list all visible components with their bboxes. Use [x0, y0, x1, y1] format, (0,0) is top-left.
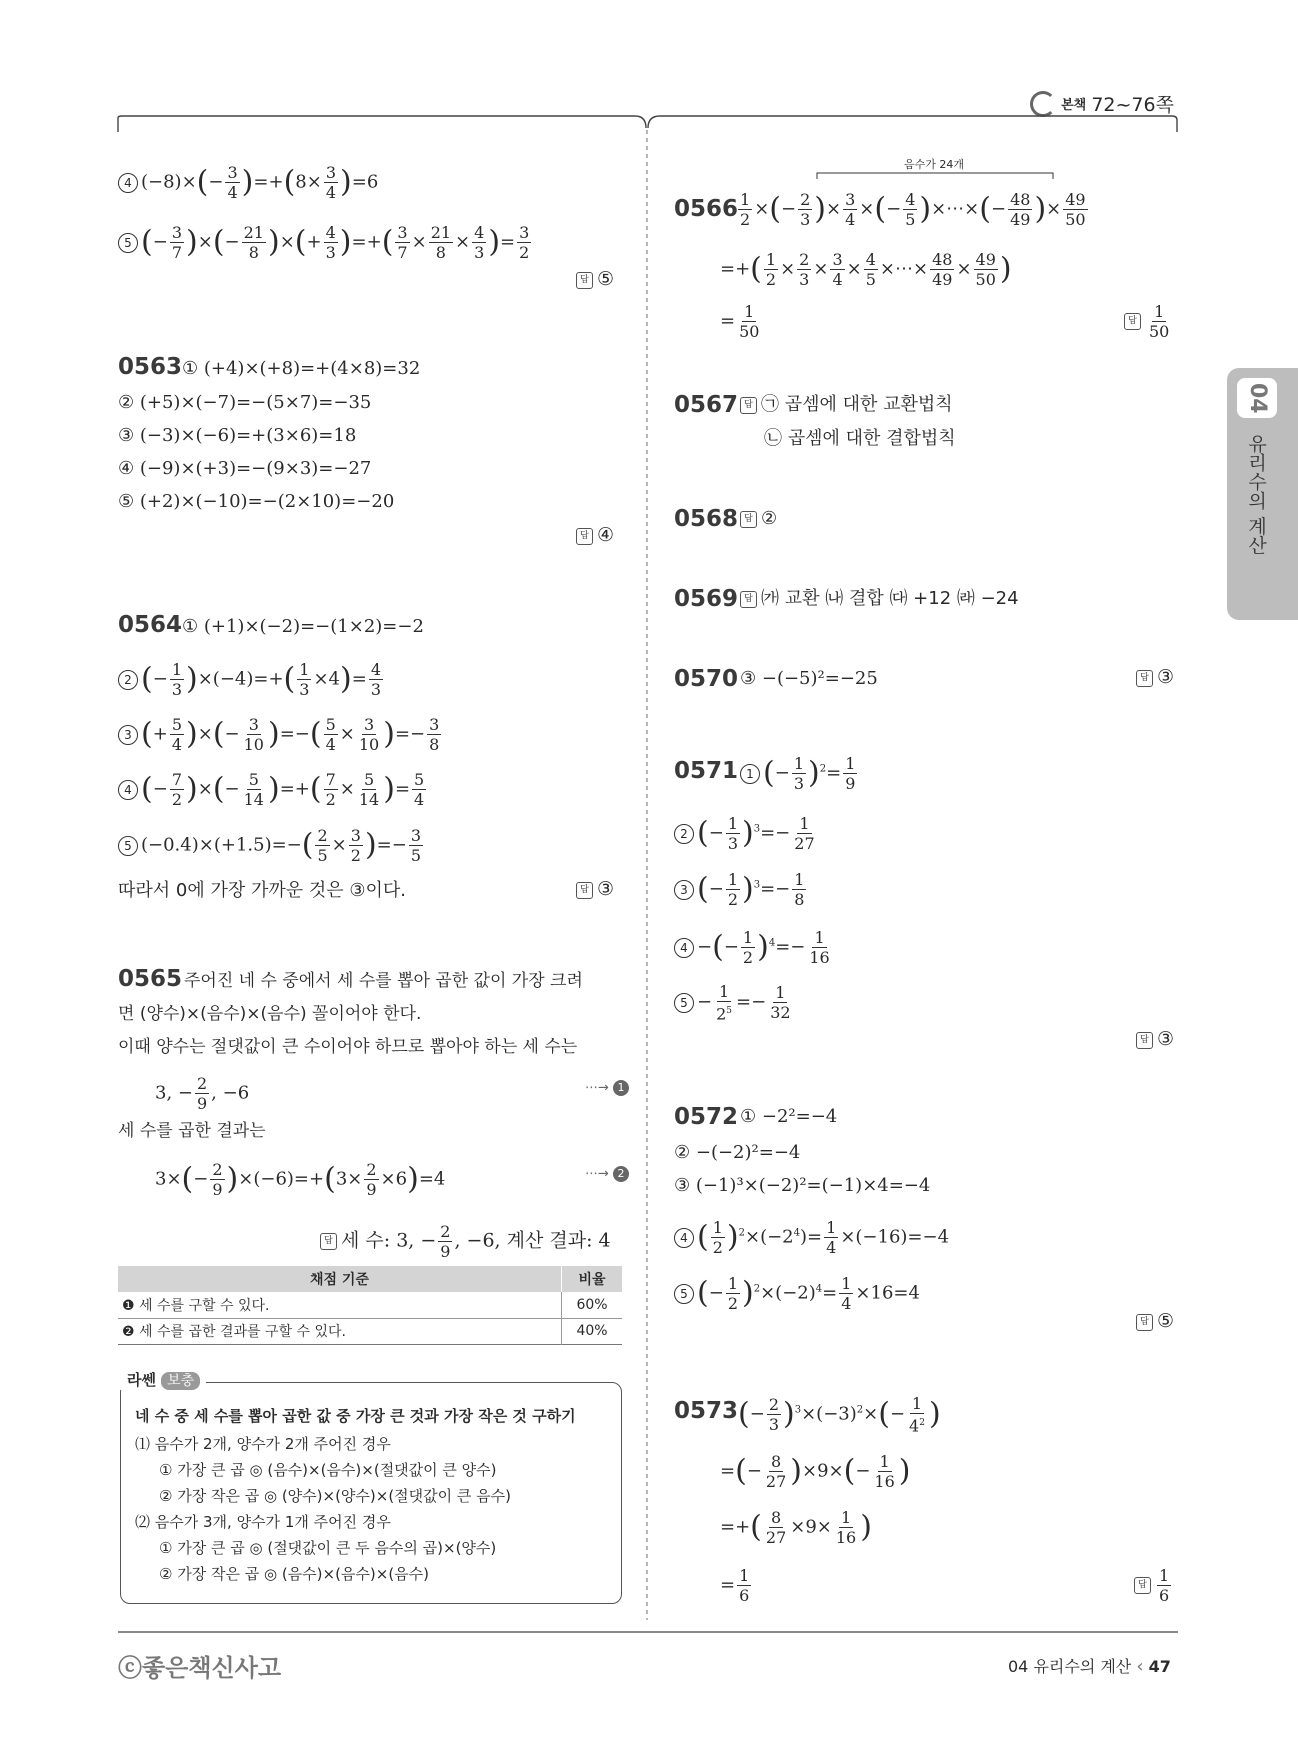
p0562-line4: 4 (−8)×(− $\frac{3}{4}$ )=+(8× $\frac{3}{4}$ )=6	[118, 163, 378, 202]
p0571-line3: 3 (− $\frac{1}{2}$ )$^3$=− $\frac{1}{8}$	[674, 870, 808, 909]
p0564-answer: 답 ③	[576, 878, 614, 900]
p0563-line4: ④ (−9)×(+3)=−(9×3)=−27	[118, 458, 372, 479]
p0571-line5: 5 − $\frac{1}{2^5}$ =− $\frac{1}{32}$	[674, 982, 795, 1023]
table-cell: 40%	[576, 1323, 608, 1339]
p0566-line3: = $\frac{1}{50}$	[720, 302, 760, 341]
p0566-line2: =+( $\frac{1}{2}$ × $\frac{2}{3}$ × $\frac{3}{4}$ × $\frac{4}{5}$ ×⋯× $\frac{48}{49}$ × $\frac{49}{50}$ )	[720, 250, 1012, 289]
table-header: 비율	[578, 1272, 606, 1288]
grading-table	[118, 1266, 622, 1345]
p0564-line5: 5 (−0.4)×(+1.5)=−( $\frac{2}{5}$ × $\frac{3}{2}$ )=− $\frac{3}{5}$	[118, 826, 425, 865]
p0569-answer: 답 ㈎ 교환 ㈏ 결합 ㈐ +12 ㈑ −24	[740, 586, 1019, 612]
supplement-case1b: ② 가장 작은 곱 ◎ (양수)×(양수)×(절댓값이 큰 음수)	[159, 1487, 512, 1505]
p0570-answer: 답 ③	[1136, 666, 1174, 688]
problem-number: 0569	[674, 586, 739, 612]
p0565-text1: 주어진 네 수 중에서 세 수를 뽑아 곱한 값이 가장 크려	[184, 971, 583, 991]
problem-number: 0571	[674, 758, 739, 784]
book-label: 본책	[1061, 98, 1087, 113]
p0563-line5: ⑤ (+2)×(−10)=−(2×10)=−20	[118, 491, 395, 512]
chapter-side-tab[interactable]	[1227, 368, 1298, 620]
problem-number: 0565	[118, 966, 183, 992]
chevron-left-icon: ‹	[1136, 1656, 1144, 1677]
step-marker-1: ⋯→ 1	[585, 1080, 629, 1096]
footer-chapter: 04 유리수의 계산 ‹ 47	[1008, 1656, 1171, 1677]
chapter-number: 04	[1237, 378, 1277, 418]
p0566-brace	[815, 170, 1055, 180]
problem-number: 0572	[674, 1104, 739, 1130]
p0571-line2: 2 (− $\frac{1}{3}$ )$^3$=− $\frac{1}{27}$	[674, 814, 819, 853]
p0565-answer: 답 세 수: 3, − $\frac{2}{9}$ , −6, 계산 결과: 4	[320, 1222, 611, 1261]
p0566-line1: $\frac{1}{2}$ ×(− $\frac{2}{3}$ )× $\frac{3}{4}$ ×(− $\frac{4}{5}$ )×⋯×(− $\frac{48}{49}$ )× $\frac{49}{50}$	[740, 190, 1086, 229]
p0563-line3: ③ (−3)×(−6)=+(3×6)=18	[118, 425, 357, 446]
p0565-text2: 면 (양수)×(음수)×(음수) 꼴이어야 한다.	[118, 1004, 422, 1024]
p0570-line1: ③ −(−5)²=−25	[740, 668, 878, 689]
p0562-answer: 답 ⑤	[576, 268, 614, 290]
p0564-line1: ① (+1)×(−2)=−(1×2)=−2	[182, 616, 424, 637]
p0566-answer: 답 $\frac{1}{50}$	[1124, 302, 1173, 341]
p0567-answer1: 답 ㉠ 곱셈에 대한 교환법칙	[740, 392, 953, 418]
p0563-line2: ② (+5)×(−7)=−(5×7)=−35	[118, 392, 372, 413]
problem-number: 0566	[674, 196, 739, 222]
supplement-case2a: ① 가장 큰 곱 ◎ (절댓값이 큰 두 음수의 곱)×(양수)	[159, 1539, 497, 1557]
problem-number: 0568	[674, 506, 739, 532]
problem-number: 0567	[674, 392, 739, 418]
p0564-line3: 3 (+ $\frac{5}{4}$ )×(− $\frac{3}{10}$ )=−( $\frac{5}{4}$ × $\frac{3}{10}$ )=− $\frac{3}{8}$	[118, 715, 443, 754]
p0573-line1: (− $\frac{2}{3}$ )$^3\times(-3)^2\times(-$ $\frac{1}{4^2}$ )	[738, 1394, 941, 1436]
p0568-answer: 답 ②	[740, 506, 777, 532]
answer-icon: 답	[576, 272, 593, 289]
problem-number: 0570	[674, 666, 739, 692]
p0564-conclusion: 따라서 0에 가장 가까운 것은 ③이다.	[118, 880, 406, 901]
p0571-line4: 4 −(− $\frac{1}{2}$ )$^4$=− $\frac{1}{16}$	[674, 928, 834, 967]
p0573-line3: =+( $\frac{8}{27}$ ×9× $\frac{1}{16}$ )	[720, 1508, 872, 1547]
p0565-three-numbers: 3, − $\frac{2}{9}$ , −6	[155, 1074, 250, 1113]
table-cell: ❶ 세 수를 구할 수 있다.	[118, 1292, 562, 1318]
publisher-logo: ⓒ좋은책신사고	[118, 1654, 282, 1682]
p0572-line4: 4 ( $\frac{1}{2}$ )$^2\times(-2^4)=$ $\frac{1}{4}$ ×(−16)=−4	[674, 1218, 949, 1257]
p0566-brace-label: 음수가 24개	[904, 158, 964, 171]
p0571-line1: 1 (− $\frac{1}{3}$ )$^2$= $\frac{1}{9}$	[740, 754, 859, 793]
p0572-answer: 답 ⑤	[1136, 1310, 1174, 1332]
supplement-case2b: ② 가장 작은 곱 ◎ (음수)×(음수)×(음수)	[159, 1565, 430, 1583]
step-marker-2: ⋯→ 2	[585, 1166, 629, 1182]
p0565-text3: 이때 양수는 절댓값이 큰 수이어야 하므로 뽑아야 하는 세 수는	[118, 1037, 578, 1057]
problem-number: 0563	[118, 354, 183, 380]
p0571-answer: 답 ③	[1136, 1028, 1174, 1050]
supplement-case1a: ① 가장 큰 곱 ◎ (음수)×(음수)×(절댓값이 큰 양수)	[159, 1461, 497, 1479]
p0565-text5: 세 수를 곱한 결과는	[118, 1121, 266, 1141]
page-range: 72~76쪽	[1091, 94, 1174, 116]
p0563-answer: 답 ④	[576, 524, 614, 546]
chapter-title: 유리수의 계산	[1245, 434, 1267, 555]
p0564-line2: 2 (− $\frac{1}{3}$ )×(−4)=+( $\frac{1}{3}$ ×4)= $\frac{4}{3}$	[118, 660, 385, 699]
problem-number: 0564	[118, 612, 183, 638]
p0572-line3: ③ (−1)³×(−2)²=(−1)×4=−4	[674, 1175, 931, 1196]
table-header: 채점 기준	[118, 1266, 562, 1292]
p0573-line2: =(− $\frac{8}{27}$ )×9×(− $\frac{1}{16}$ )	[720, 1452, 911, 1491]
p0562-line5: 5 (− $\frac{3}{7}$ )×(− $\frac{21}{8}$ )×(+ $\frac{4}{3}$ )=+( $\frac{3}{7}$ × $\frac{21}{8}$ × $\frac{4}{3}$ )= $\frac{3}{2}$	[118, 223, 533, 262]
p0567-answer2: ㉡ 곱셈에 대한 결합법칙	[764, 428, 956, 449]
p0565-calc: 3×(− $\frac{2}{9}$ )×(−6)=+(3× $\frac{2}{9}$ ×6)=4	[155, 1160, 446, 1199]
supplement-title: 네 수 중 세 수를 뽑아 곱한 값 중 가장 큰 것과 가장 작은 것 구하기	[135, 1407, 576, 1425]
supplement-box	[120, 1371, 622, 1604]
problem-number: 0573	[674, 1398, 739, 1424]
p0572-line2: ② −(−2)²=−4	[674, 1142, 801, 1163]
supplement-tag: 보충	[161, 1372, 200, 1390]
table-cell: 60%	[576, 1296, 608, 1313]
supplement-case2: ⑵ 음수가 3개, 양수가 1개 주어진 경우	[135, 1513, 391, 1531]
table-cell: ❷ 세 수를 곱한 결과를 구할 수 있다.	[118, 1318, 562, 1344]
page-number: 47	[1148, 1657, 1171, 1676]
p0573-line4: = $\frac{1}{6}$	[720, 1566, 750, 1605]
supplement-case1: ⑴ 음수가 2개, 양수가 2개 주어진 경우	[135, 1435, 391, 1453]
p0563-line1: ① (+4)×(+8)=+(4×8)=32	[182, 358, 421, 379]
p0564-line4: 4 (− $\frac{7}{2}$ )×(− $\frac{5}{14}$ )=+( $\frac{7}{2}$ × $\frac{5}{14}$ )= $\frac{5}{4}$	[118, 770, 428, 809]
supplement-label: 라쎈 보충	[119, 1369, 206, 1390]
p0572-line5: 5 (− $\frac{1}{2}$ )$^2\times(-2)^4=$ $\frac{1}{4}$ ×16=4	[674, 1274, 920, 1313]
p0572-line1: ① −2²=−4	[740, 1106, 838, 1127]
p0573-answer: 답 $\frac{1}{6}$	[1134, 1566, 1173, 1605]
